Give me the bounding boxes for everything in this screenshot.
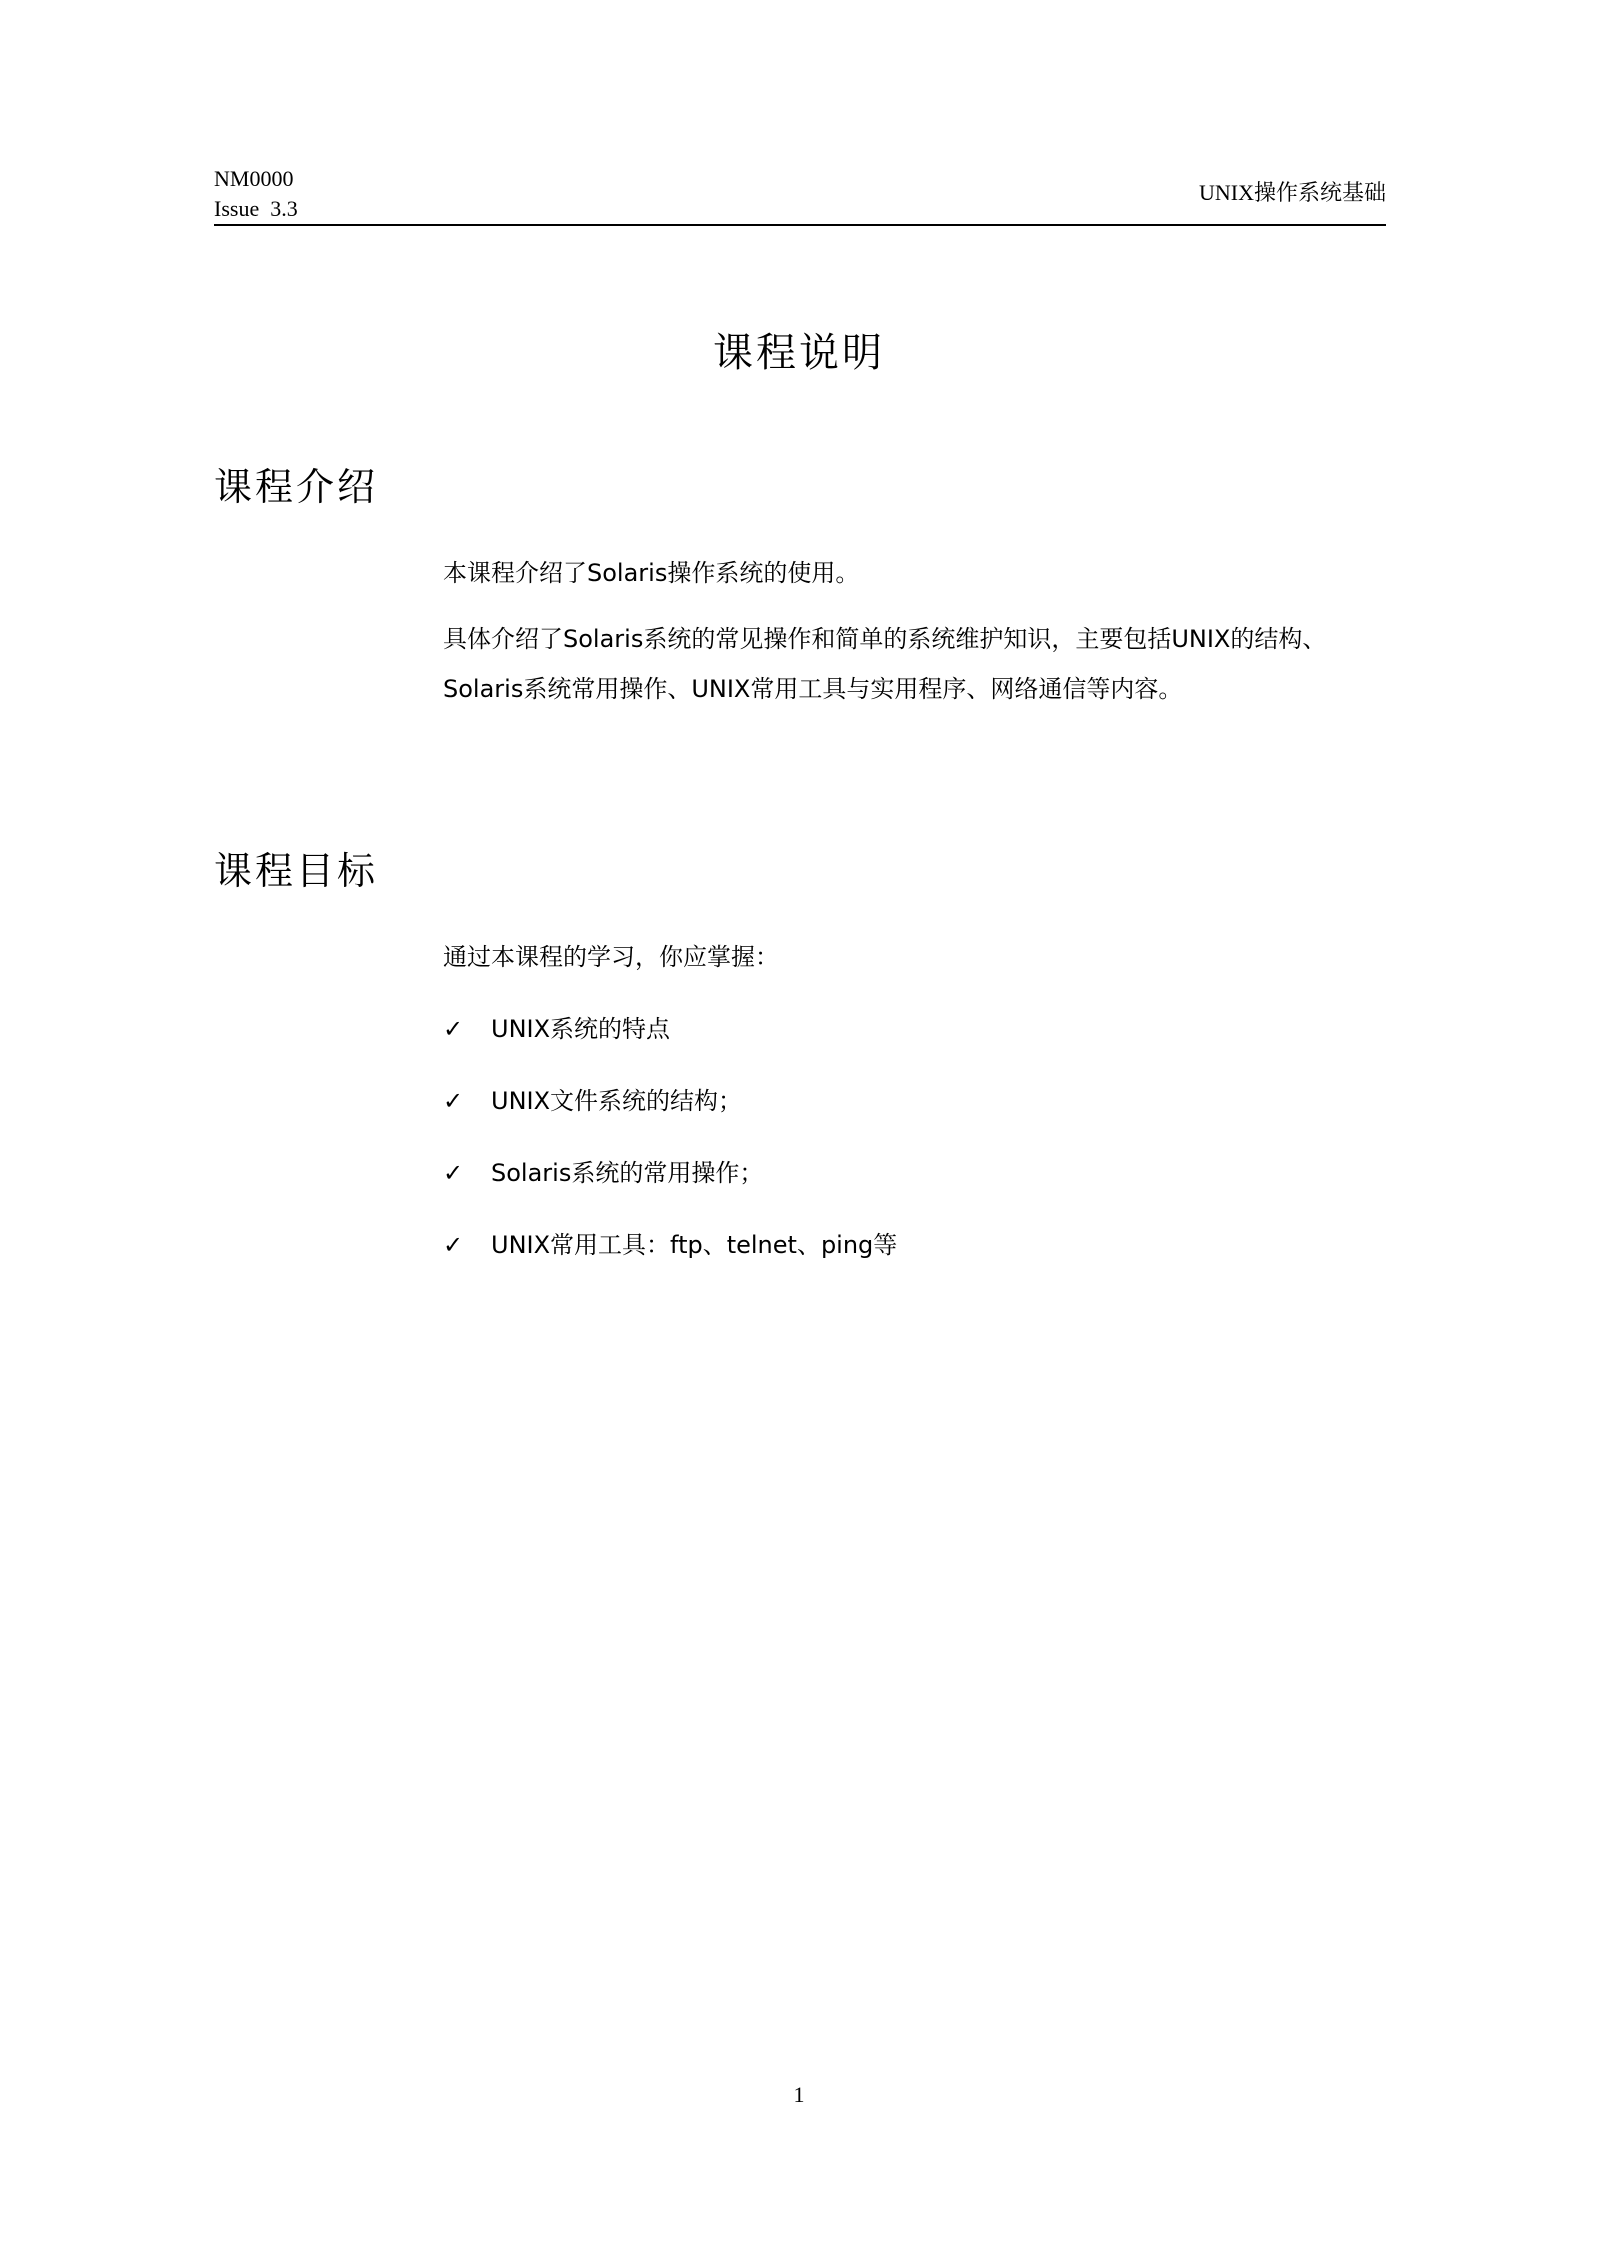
checklist-item-text: Solaris系统的常用操作； (491, 1159, 764, 1187)
checklist-item-text: UNIX文件系统的结构； (491, 1087, 743, 1115)
checklist-item (443, 1148, 1393, 1198)
goals-checklist (443, 1004, 1393, 1270)
checkmark-icon: ✓ (443, 1159, 464, 1187)
intro-body (443, 548, 1393, 714)
intro-paragraph: 具体介绍了Solaris系统的常见操作和简单的系统维护知识，主要包括UNIX的结构、Solaris系统常用操作、UNIX常用工具与实用程序、网络通信等内容。 (443, 625, 1327, 703)
checklist-item (443, 1220, 1393, 1270)
goals-body (443, 932, 1393, 1292)
checklist-item-text: UNIX系统的特点 (491, 1015, 671, 1043)
checklist-item (443, 1004, 1393, 1054)
goals-lead: 通过本课程的学习，你应掌握： (443, 943, 779, 971)
page-title: 课程说明 (713, 330, 885, 376)
header-left (214, 164, 298, 224)
checkmark-icon: ✓ (443, 1015, 464, 1043)
checkmark-icon: ✓ (443, 1087, 464, 1115)
header-doc-title: UNIX操作系统基础 (1199, 180, 1386, 205)
section-heading-goals: 课程目标 (214, 849, 379, 893)
checkmark-icon: ✓ (443, 1231, 464, 1259)
page-number: 1 (793, 2082, 805, 2107)
checklist-item (443, 1076, 1393, 1126)
page-header (214, 160, 1386, 226)
issue-number: Issue 3.3 (214, 196, 298, 221)
section-heading-intro: 课程介绍 (214, 465, 379, 509)
intro-paragraph: 本课程介绍了Solaris操作系统的使用。 (443, 559, 860, 587)
doc-code: NM0000 (214, 166, 294, 191)
checklist-item-text: UNIX常用工具：ftp、telnet、ping等 (491, 1231, 898, 1259)
